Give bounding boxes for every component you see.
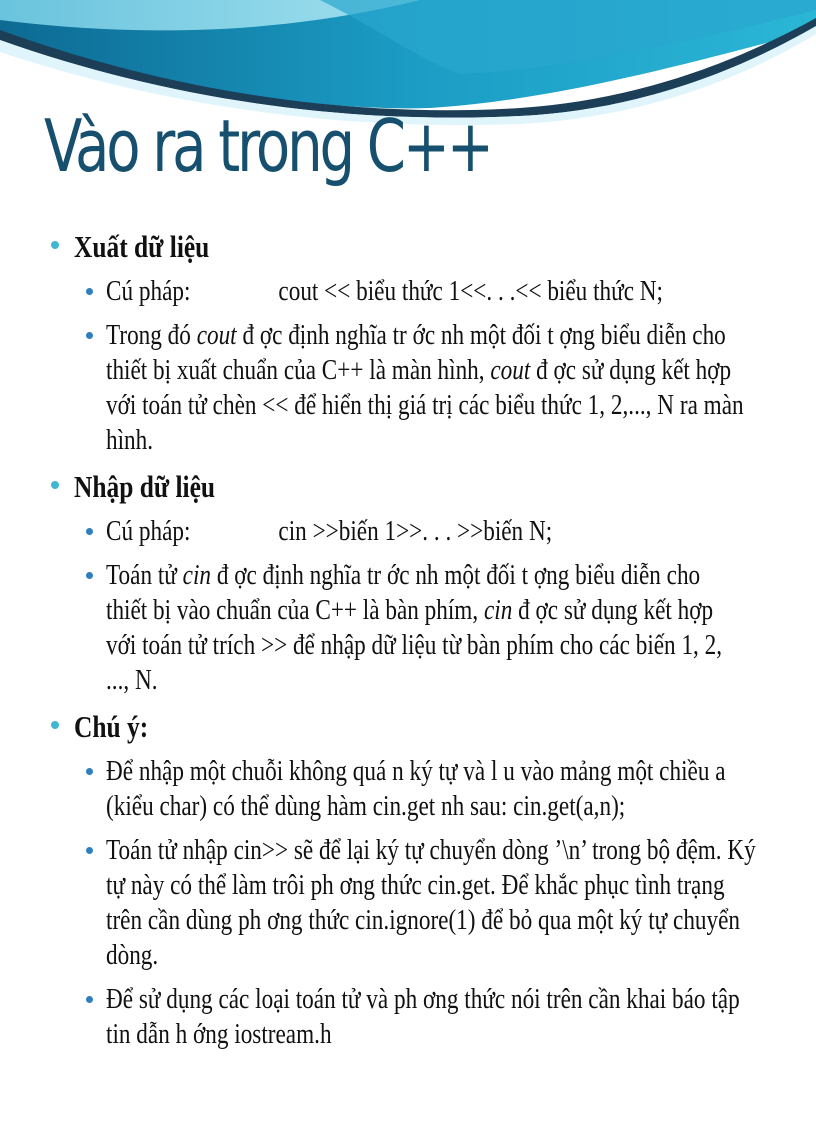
- syntax-label: Cú pháp:: [106, 275, 191, 307]
- bullet-dot-icon: [86, 847, 93, 854]
- bullet-heading-note: [48, 708, 808, 746]
- desc-text: đ ợc sử dụng kết hợp với toán tử trích >> để nhập dữ liệu từ bàn phím cho các biến 1, 2, ..., N.: [106, 594, 723, 696]
- desc-text: đ ợc định nghĩa tr ớc nh một đối t ợng biểu diễn cho thiết bị xuất chuẩn của C++ là màn hình,: [106, 319, 726, 386]
- desc-text: đ ợc định nghĩa tr ớc nh một đối t ợng biểu diễn cho thiết bị vào chuẩn của C++ là bàn phím,: [106, 559, 701, 626]
- heading-note: Chú ý:: [74, 709, 149, 744]
- bullet-dot-icon: [86, 332, 93, 339]
- note-text: Để nhập một chuỗi không quá n ký tự và l u vào mảng một chiều a (kiểu char) có thể dùng hàm cin.get nh sau: cin.get(a,n);: [106, 755, 726, 822]
- desc-text: đ ợc sử dụng kết hợp với toán tử chèn << để hiển thị giá trị các biểu thức 1, 2,..., N ra màn hình.: [106, 354, 744, 456]
- content-body: [48, 228, 808, 1062]
- desc-text: Toán tử: [106, 559, 183, 591]
- list-item-input-syntax: [48, 514, 808, 549]
- syntax-label: Cú pháp:: [106, 515, 191, 547]
- bullet-dot-icon: [86, 528, 93, 535]
- bullet-dot-icon: [86, 572, 93, 579]
- bullet-heading-output: [48, 228, 808, 266]
- heading-input: Nhập dữ liệu: [74, 469, 216, 504]
- list-item-note-2: [48, 833, 808, 973]
- bullet-dot-icon: [51, 721, 59, 729]
- keyword-cout: cout: [490, 354, 531, 386]
- syntax-value: cout << biểu thức 1<<. . .<< biểu thức N;: [278, 275, 663, 307]
- syntax-value: cin >>biến 1>>. . . >>biến N;: [278, 515, 553, 547]
- bullet-dot-icon: [51, 241, 59, 249]
- section-note: [48, 708, 808, 1052]
- list-item-input-desc: [48, 558, 808, 698]
- note-text: Toán tử nhập cin>> sẽ để lại ký tự chuyển dòng ’\n’ trong bộ đệm. Ký tự này có thể làm trôi ph ơng thức cin.get. Để khắc phục tình trạng trên cần dùng ph ơng thức cin.ignore(1) để bỏ qua một ký tự chuyển dòng.: [106, 834, 756, 971]
- note-text: Để sử dụng các loại toán tử và ph ơng thức nói trên cần khai báo tập tin dẫn h ớng iostream.h: [106, 983, 740, 1050]
- list-item-output-desc: [48, 318, 808, 458]
- desc-text: Trong đó: [106, 319, 197, 351]
- page-title: Vào ra trong C++: [44, 104, 491, 188]
- bullet-dot-icon: [86, 288, 93, 295]
- bullet-dot-icon: [86, 768, 93, 775]
- section-input: [48, 468, 808, 698]
- bullet-dot-icon: [86, 996, 93, 1003]
- section-output: [48, 228, 808, 458]
- list-item-note-3: [48, 982, 808, 1052]
- bullet-heading-input: [48, 468, 808, 506]
- list-item-note-1: [48, 754, 808, 824]
- keyword-cin: cin: [483, 594, 513, 626]
- keyword-cin: cin: [182, 559, 212, 591]
- bullet-dot-icon: [51, 481, 59, 489]
- heading-output: Xuất dữ liệu: [74, 229, 210, 264]
- keyword-cout: cout: [196, 319, 237, 351]
- list-item-output-syntax: [48, 274, 808, 309]
